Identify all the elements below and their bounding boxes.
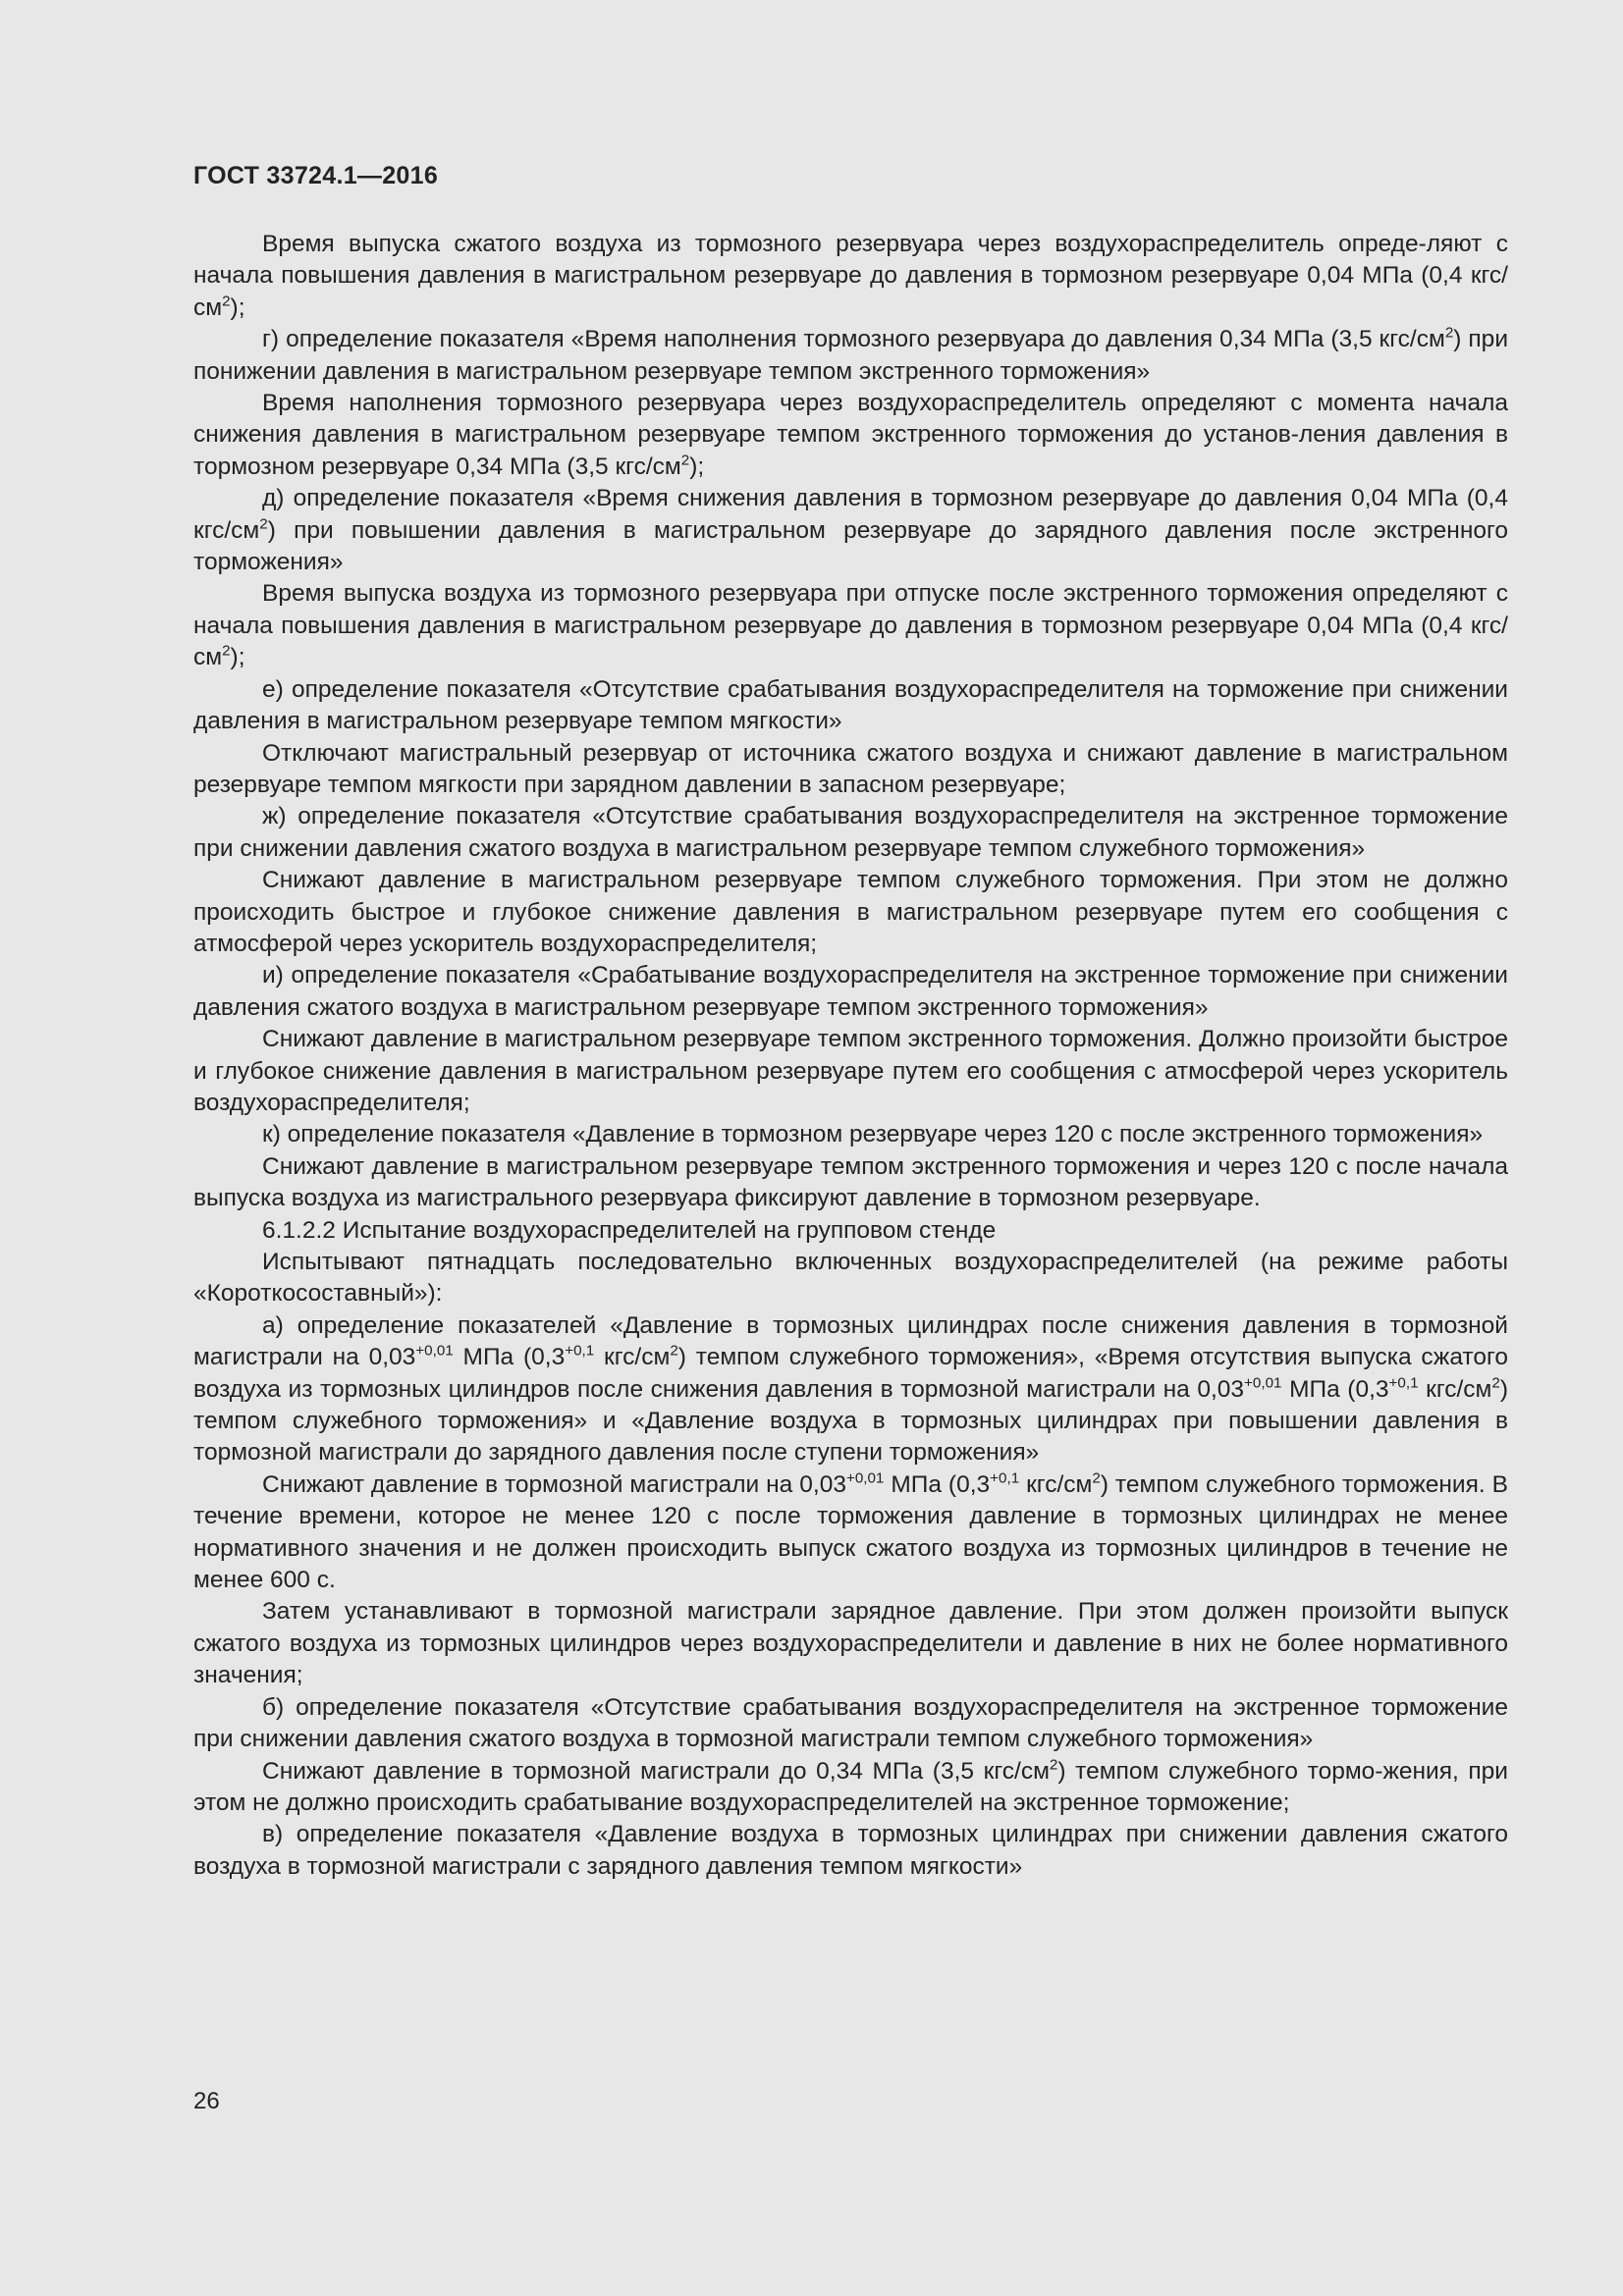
paragraph-3: Время наполнения тормозного резервуара через воздухораспределитель определяют с момента начала снижения давления в магистральном резервуаре темпом экстренного торможения до установ-ления давления в тормозном резервуаре 0,34 МПа (3,5 кгс/$см^2$); bbox=[193, 390, 1508, 480]
paragraph-11: Снижают давление в магистральном резервуаре темпом экстренного торможения. Должно произойти быстрое и глубокое снижение давления в магистральном резервуаре путем его сообщения с атмосферой через ускоритель воздухораспределителя; bbox=[193, 1026, 1508, 1116]
paragraph-10: и) определение показателя «Срабатывание воздухораспределителя на экстренное торможение при снижении давления сжатого воздуха в магистральном резервуаре темпом экстренного торможения» bbox=[193, 962, 1508, 1021]
paragraph-9: Снижают давление в магистральном резервуаре темпом служебного торможения. При этом не должно происходить быстрое и глубокое снижение давления в магистральном резервуаре путем его сообщения с атмосферой через ускоритель воздухораспределителя; bbox=[193, 867, 1508, 957]
paragraph-20: Снижают давление в тормозной магистрали до 0,34 МПа (3,5 кгс/$см^2$) темпом служебного тормо-жения, при этом не должно происходить срабатывание воздухораспределителей на экстренное торможение; bbox=[193, 1756, 1508, 1816]
paragraph-16: а) определение показателей «Давление в тормозных цилиндрах после снижения давления в тормозной магистрали на $0,03^{+0,01}$ МПа ($0,3^{+0,1}$ кгс/$см^2$) темпом служебного торможения», «Время отсутствия выпуска сжатого воздуха из тормозных цилиндров после снижения давления в тормозной магистрали на $0,03^{+0,01}$ МПа ($0,3^{+0,1}$ кгс/$см^2$) темпом служебного торможения» и «Давление воздуха в тормозных цилиндрах при повышении давления в тормозной магистрали до зарядного давления после ступени торможения» bbox=[193, 1311, 1509, 1467]
paragraph-15: Испытывают пятнадцать последовательно включенных воздухораспределителей (на режиме работы «Короткосоставный»): bbox=[193, 1249, 1508, 1308]
section-heading-6-1-2-2: 6.1.2.2 Испытание воздухораспределителей на групповом стенде bbox=[262, 1216, 997, 1244]
paragraph-7: Отключают магистральный резервуар от источника сжатого воздуха и снижают давление в магистральном резервуаре темпом мягкости при зарядном давлении в запасном резервуаре; bbox=[193, 739, 1508, 798]
document-body bbox=[193, 229, 1508, 1883]
paragraph-1: Время выпуска сжатого воздуха из тормозного резервуара через воздухораспределитель опреде-ляют с начала повышения давления в магистральном резервуаре до давления в тормозном резервуаре 0,04 МПа (0,4 кгс/$см^2$); bbox=[193, 231, 1508, 321]
paragraph-6: е) определение показателя «Отсутствие срабатывания воздухораспределителя на торможение при снижении давления в магистральном резервуаре темпом мягкости» bbox=[193, 675, 1508, 735]
paragraph-13: Снижают давление в магистральном резервуаре темпом экстренного торможения и через 120 с после начала выпуска воздуха из магистрального резервуара фиксируют давление в тормозном резервуаре. bbox=[193, 1152, 1508, 1212]
paragraph-2: г) определение показателя «Время наполнения тормозного резервуара до давления 0,34 МПа (3,5 кгс/$см^2$) при понижении давления в магистральном резервуаре темпом экстренного торможения» bbox=[193, 324, 1508, 385]
paragraph-19: б) определение показателя «Отсутствие срабатывания воздухораспределителя на экстренное торможение при снижении давления сжатого воздуха в тормозной магистрали темпом служебного торможения» bbox=[193, 1693, 1508, 1753]
paragraph-18: Затем устанавливают в тормозной магистрали зарядное давление. При этом должен произойти выпуск сжатого воздуха из тормозных цилиндров через воздухораспределители и давление в них не более нормативного значения; bbox=[193, 1598, 1508, 1689]
page-number: 26 bbox=[193, 2088, 220, 2114]
paragraph-12: к) определение показателя «Давление в тормозном резервуаре через 120 с после экстренного торможения» bbox=[262, 1121, 1484, 1148]
paragraph-21: в) определение показателя «Давление воздуха в тормозных цилиндрах при снижении давления сжатого воздуха в тормозной магистрали с зарядного давления темпом мягкости» bbox=[193, 1821, 1508, 1880]
paragraph-17: Снижают давление в тормозной магистрали на $0,03^{+0,01}$ МПа ($0,3^{+0,1}$ кгс/$см^2$) темпом служебного торможения. В течение времени, которое не менее 120 с после торможения давление в тормозных цилиндрах не менее нормативного значения и не должен происходить выпуск сжатого воздуха из тормозных цилиндров в течение не менее 600 с. bbox=[193, 1469, 1508, 1594]
paragraph-8: ж) определение показателя «Отсутствие срабатывания воздухораспределителя на экстренное торможение при снижении давления сжатого воздуха в магистральном резервуаре темпом служебного торможения» bbox=[193, 803, 1508, 862]
standard-header: ГОСТ 33724.1—2016 bbox=[193, 162, 439, 189]
paragraph-5: Время выпуска воздуха из тормозного резервуара при отпуске после экстренного торможения определяют с начала повышения давления в магистральном резервуаре до давления в тормозном резервуаре 0,04 МПа (0,4 кгс/$см^2$); bbox=[193, 580, 1508, 671]
paragraph-4: д) определение показателя «Время снижения давления в тормозном резервуаре до давления 0,04 МПа (0,4 кгс/$см^2$) при повышении давления в магистральном резервуаре до зарядного давления после экстренного торможения» bbox=[193, 485, 1508, 576]
